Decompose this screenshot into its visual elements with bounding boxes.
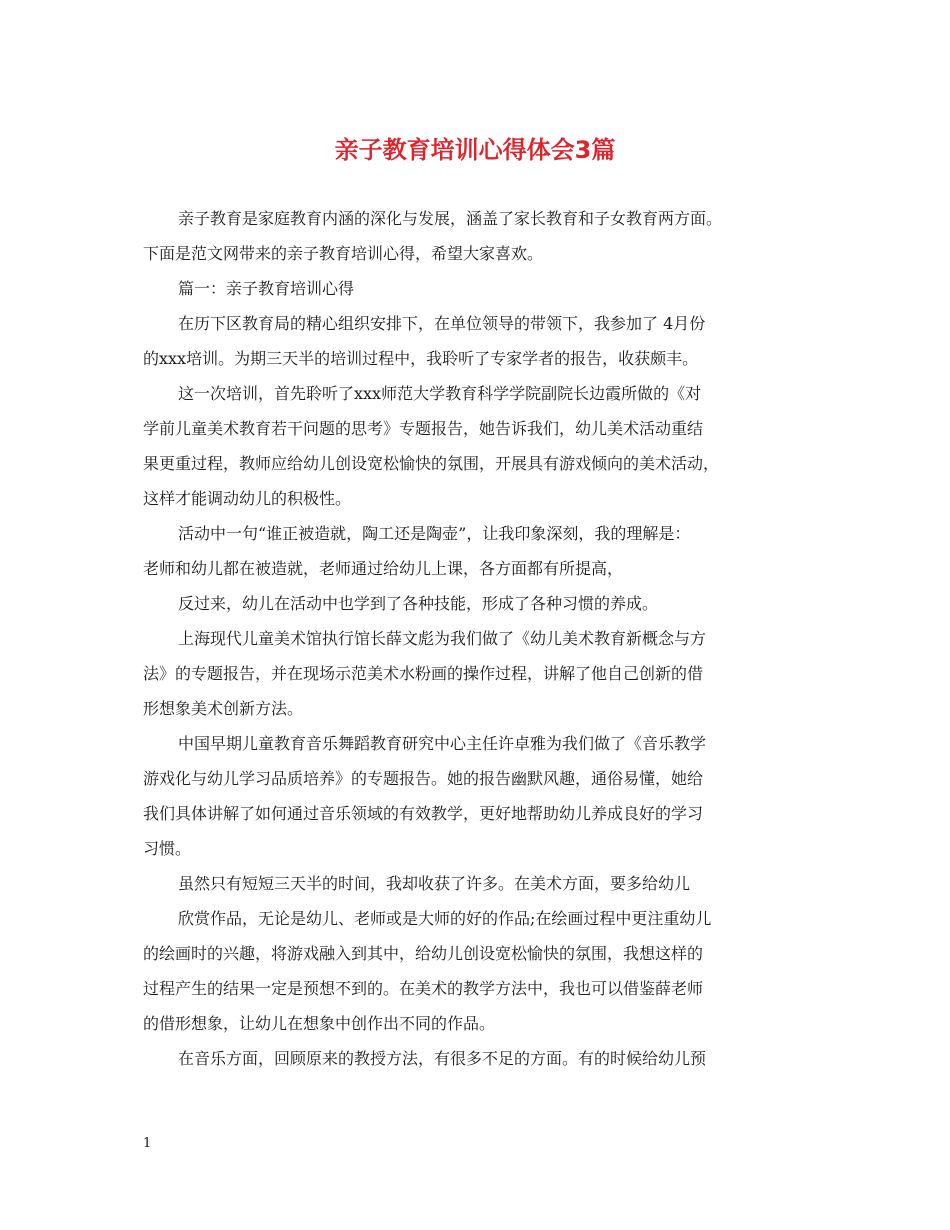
text-line: 反过来，幼儿在活动中也学到了各种技能，形成了各种习惯的养成。 bbox=[178, 594, 659, 613]
page-number: 1 bbox=[143, 1136, 152, 1151]
document-body bbox=[143, 201, 833, 1076]
text-line: 在历下区教育局的精心组织安排下，在单位领导的带领下，我参加了 4月份 bbox=[178, 314, 706, 333]
text-line: 在音乐方面，回顾原来的教授方法，有很多不足的方面。有的时候给幼儿预 bbox=[178, 1049, 707, 1068]
text-line: 习惯。 bbox=[143, 839, 192, 858]
text-line: 老师和幼儿都在被造就，老师通过给幼儿上课，各方面都有所提高， bbox=[143, 559, 624, 578]
text-line: 亲子教育是家庭教育内涵的深化与发展，涵盖了家长教育和子女教育两方面。 bbox=[178, 209, 723, 228]
text-line: 这一次培训，首先聆听了xxx师范大学教育科学学院副院长边霞所做的《对 bbox=[178, 384, 702, 403]
text-line: 果更重过程，教师应给幼儿创设宽松愉快的氛围，开展具有游戏倾向的美术活动， bbox=[143, 454, 720, 473]
text-line: 过程产生的结果一定是预想不到的。在美术的教学方法中，我也可以借鉴薛老师 bbox=[143, 979, 704, 998]
text-line: 游戏化与幼儿学习品质培养》的专题报告。她的报告幽默风趣，通俗易懂，她给 bbox=[143, 769, 704, 788]
text-line: 下面是范文网带来的亲子教育培训心得，希望大家喜欢。 bbox=[143, 244, 544, 263]
section-heading: 篇一：亲子教育培训心得 bbox=[178, 279, 355, 298]
text-line: 学前儿童美术教育若干问题的思考》专题报告，她告诉我们，幼儿美术活动重结 bbox=[143, 419, 704, 438]
text-line: 虽然只有短短三天半的时间，我却收获了许多。在美术方面，要多给幼儿 bbox=[178, 874, 691, 893]
document-title: 亲子教育培训心得体会3篇 bbox=[334, 136, 616, 164]
text-line: 上海现代儿童美术馆执行馆长薛文彪为我们做了《幼儿美术教育新概念与方 bbox=[178, 629, 707, 648]
text-line: 我们具体讲解了如何通过音乐领域的有效教学，更好地帮助幼儿养成良好的学习 bbox=[143, 804, 704, 823]
text-line: 的借形想象，让幼儿在想象中创作出不同的作品。 bbox=[143, 1014, 496, 1033]
text-line: 的绘画时的兴趣，将游戏融入到其中，给幼儿创设宽松愉快的氛围，我想这样的 bbox=[143, 944, 704, 963]
text-line: 活动中一句“谁正被造就，陶工还是陶壶”，让我印象深刻，我的理解是： bbox=[178, 524, 691, 543]
text-line: 的xxx培训。为期三天半的培训过程中，我聆听了专家学者的报告，收获颇丰。 bbox=[143, 349, 699, 368]
text-line: 形想象美术创新方法。 bbox=[143, 699, 304, 718]
text-line: 欣赏作品，无论是幼儿、老师或是大师的好的作品;在绘画过程中更注重幼儿 bbox=[178, 909, 712, 928]
text-line: 法》的专题报告，并在现场示范美术水粉画的操作过程，讲解了他自己创新的借 bbox=[143, 664, 704, 683]
text-line: 中国早期儿童教育音乐舞蹈教育研究中心主任许卓雅为我们做了《音乐教学 bbox=[178, 734, 707, 753]
text-line: 这样才能调动幼儿的积极性。 bbox=[143, 489, 352, 508]
